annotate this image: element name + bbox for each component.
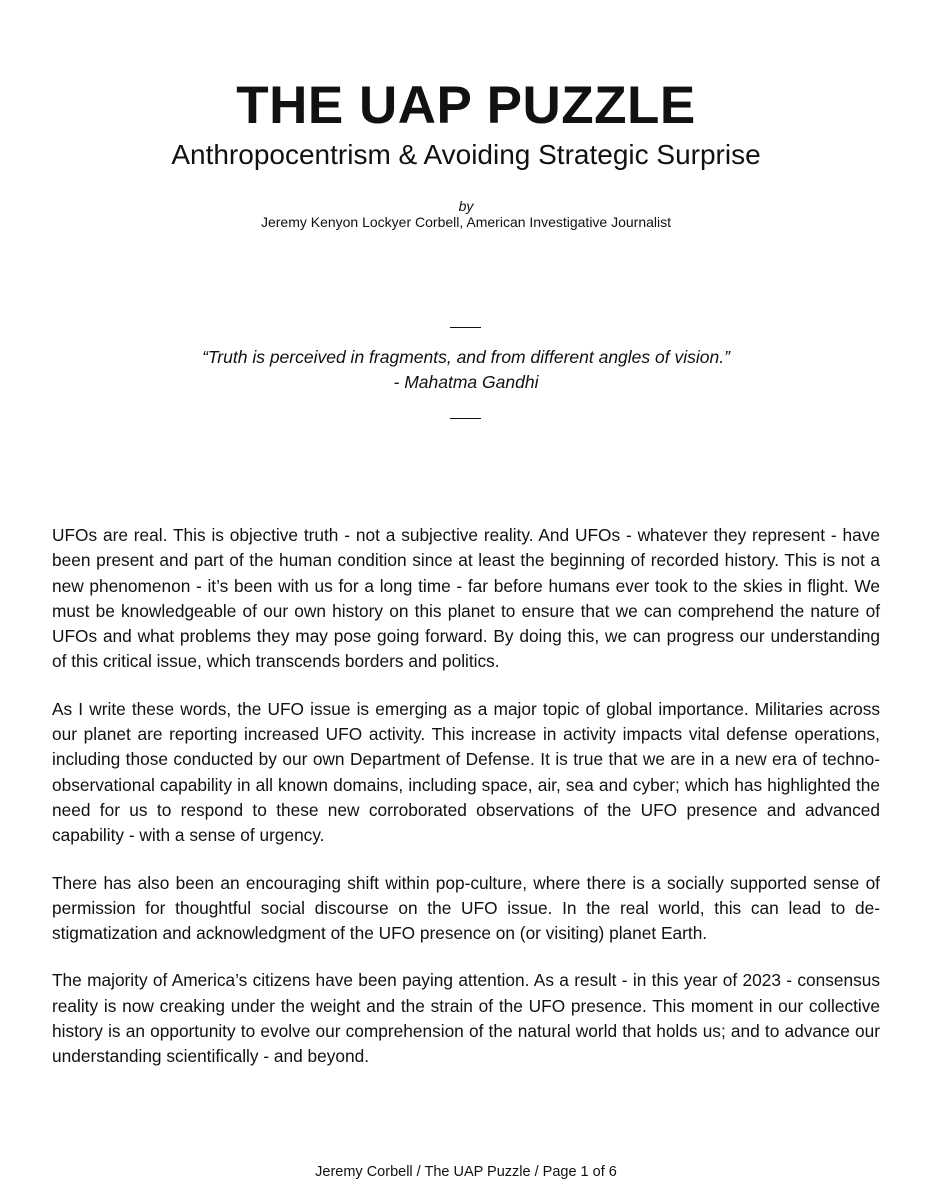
epigraph-bottom-divider [450,418,481,419]
byline-by: by [458,198,474,214]
epigraph-attribution: - Mahatma Gandhi [393,372,539,392]
paragraph-4: The majority of America’s citizens have been paying attention. As a result - in this year of 2023 - consensus reality is now creaking under the weight and the strain of the UFO presence. This moment in our collective history is an opportunity to evolve our comprehension of the natural world that holds us; and to advance our understanding scientifically - and beyond. [52,970,880,1067]
body-text [52,523,880,1092]
byline-author: Jeremy Kenyon Lockyer Corbell, American Investigative Journalist [260,214,672,230]
epigraph-top-divider [450,327,481,328]
document-title: THE UAP PUZZLE [236,76,696,135]
paragraph-1: UFOs are real. This is objective truth - not a subjective reality. And UFOs - whatever they represent - have been present and part of the human condition since at least the beginning of recorded history. This is not a new phenomenon - it’s been with us for a long time - far before humans ever took to the skies in flight. We must be knowledgeable of our own history on this planet to ensure that we can comprehend the nature of UFOs and what problems they may pose going forward. By doing this, we can progress our understanding of this critical issue, which transcends borders and politics. [52,525,880,672]
epigraph-quote: “Truth is perceived in fragments, and from different angles of vision.” [202,347,730,367]
paragraph-3: There has also been an encouraging shift within pop-culture, where there is a socially supported sense of permission for thoughtful social discourse on the UFO issue. In the real world, this can lead to de-stigmatization and acknowledgment of the UFO presence on (or visiting) planet Earth. [52,872,880,944]
page-footer: Jeremy Corbell / The UAP Puzzle / Page 1 of 6 [315,1164,617,1180]
document-subtitle: Anthropocentrism & Avoiding Strategic Surprise [171,139,761,170]
paragraph-2: As I write these words, the UFO issue is emerging as a major topic of global importance. Militaries across our planet are reporting increased UFO activity. This increase in activity impacts vital defense operations, including those conducted by our own Department of Defense. It is true that we are in a new era of techno-observational capability in all known domains, including space, air, sea and cyber; which has highlighted the need for us to respond to these new corroborated observations of the UFO presence and advanced capability - with a sense of urgency. [52,698,880,846]
